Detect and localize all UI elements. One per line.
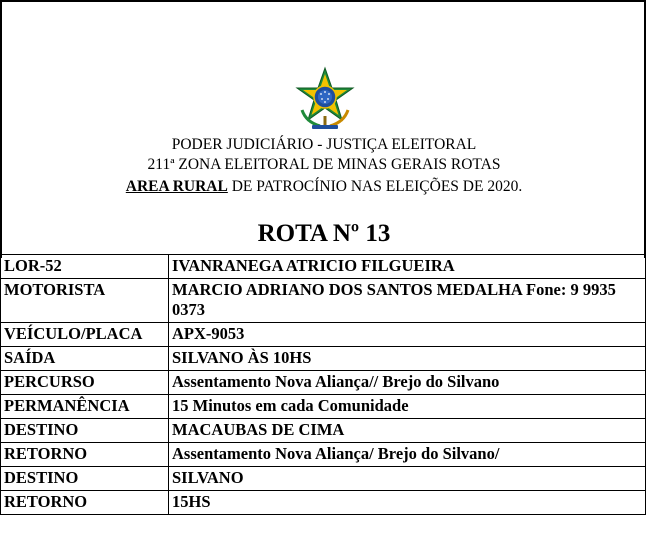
row-label: PERMANÊNCIA xyxy=(1,395,169,419)
table-row xyxy=(1,255,646,279)
row-label: VEÍCULO/PLACA xyxy=(1,323,169,347)
row-value: IVANRANEGA ATRICIO FILGUEIRA xyxy=(169,255,646,279)
header-area-underlined: AREA RURAL xyxy=(125,178,228,195)
header-electoral-zone: 211ª ZONA ELEITORAL DE MINAS GERAIS ROTAS xyxy=(147,156,501,173)
row-label: MOTORISTA xyxy=(1,279,169,323)
table-row xyxy=(1,371,646,395)
row-value: Assentamento Nova Aliança// Brejo do Silvano xyxy=(169,371,646,395)
brazil-coat-of-arms-emblem xyxy=(294,66,356,132)
row-label: RETORNO xyxy=(1,491,169,515)
row-label: DESTINO xyxy=(1,419,169,443)
row-value: SILVANO xyxy=(169,467,646,491)
row-value: MARCIO ADRIANO DOS SANTOS MEDALHA Fone: 9 9935 0373 xyxy=(169,279,646,323)
header-area-rest: DE PATROCÍNIO NAS ELEIÇÕES DE 2020. xyxy=(227,178,523,195)
table-row xyxy=(1,467,646,491)
table-row xyxy=(1,323,646,347)
table-row xyxy=(1,279,646,323)
row-value: SILVANO ÀS 10HS xyxy=(169,347,646,371)
table-row xyxy=(1,347,646,371)
table-row xyxy=(1,491,646,515)
row-value: APX-9053 xyxy=(169,323,646,347)
table-row xyxy=(1,419,646,443)
header-area xyxy=(0,177,648,196)
header-court-name: PODER JUDICIÁRIO - JUSTIÇA ELEITORAL xyxy=(171,136,477,153)
row-label: RETORNO xyxy=(1,443,169,467)
route-title: ROTA Nº 13 xyxy=(257,220,391,247)
table-row xyxy=(1,443,646,467)
row-label: LOR-52 xyxy=(1,255,169,279)
row-value: 15 Minutos em cada Comunidade xyxy=(169,395,646,419)
row-label: DESTINO xyxy=(1,467,169,491)
row-value: 15HS xyxy=(169,491,646,515)
row-value: Assentamento Nova Aliança/ Brejo do Silvano/ xyxy=(169,443,646,467)
row-label: PERCURSO xyxy=(1,371,169,395)
row-label: SAÍDA xyxy=(1,347,169,371)
row-value: MACAUBAS DE CIMA xyxy=(169,419,646,443)
table-row xyxy=(1,395,646,419)
route-table xyxy=(0,254,646,515)
